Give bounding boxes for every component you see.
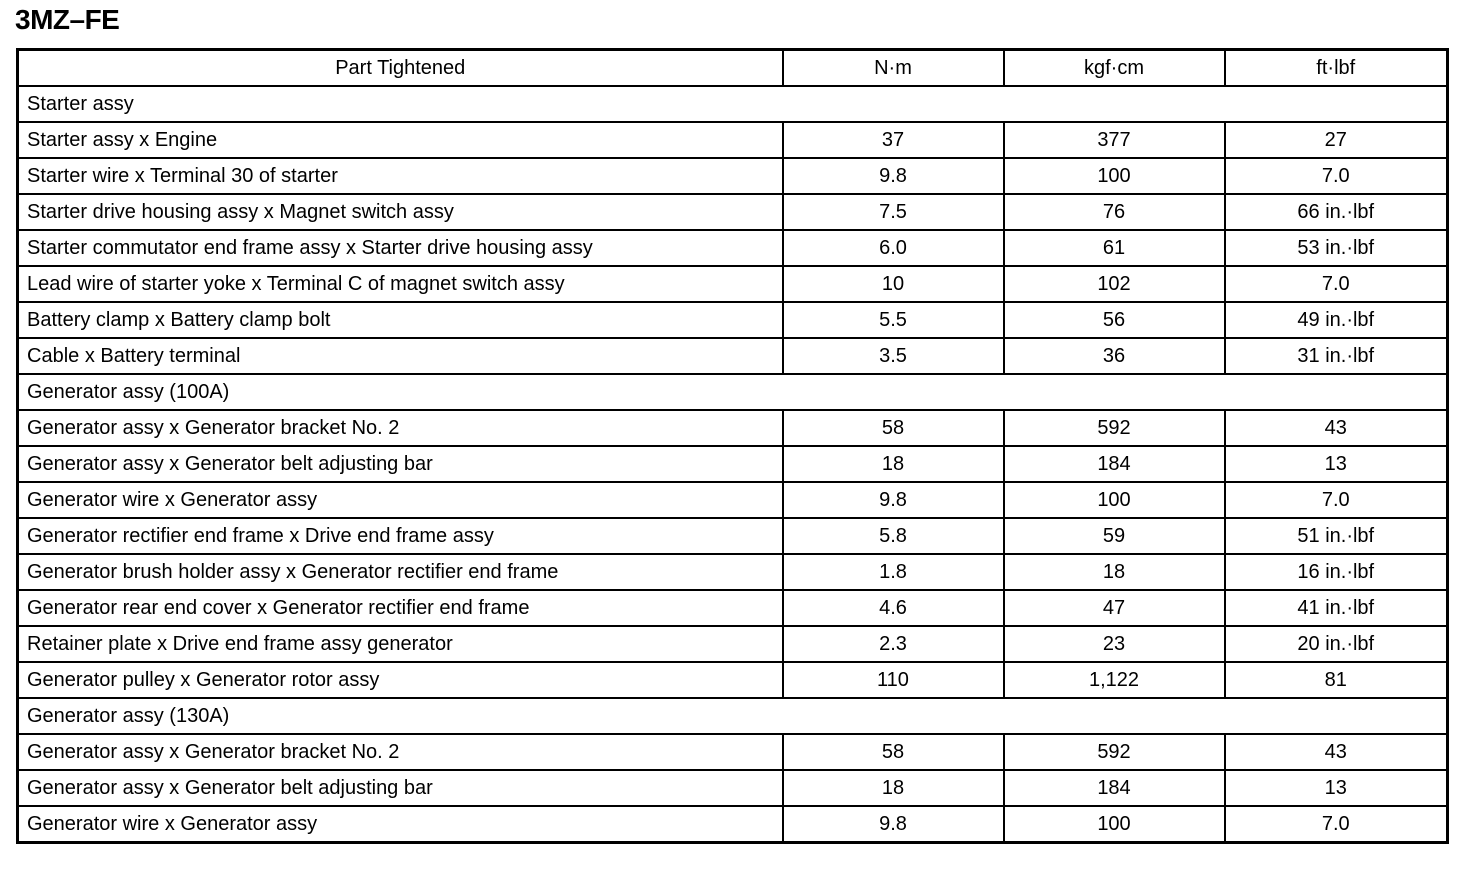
kgfcm-value-cell: 59	[1004, 518, 1225, 554]
ftlbf-value-cell: 7.0	[1225, 158, 1448, 194]
torque-spec-table	[16, 48, 1449, 844]
kgfcm-value-cell: 61	[1004, 230, 1225, 266]
nm-value-cell: 58	[783, 410, 1004, 446]
ftlbf-value-cell: 81	[1225, 662, 1448, 698]
section-heading: Generator assy (130A)	[18, 698, 1448, 734]
table-row	[18, 158, 1448, 194]
table-row	[18, 662, 1448, 698]
ftlbf-value-cell: 20 in.·lbf	[1225, 626, 1448, 662]
table-body	[18, 86, 1448, 843]
ftlbf-value-cell: 66 in.·lbf	[1225, 194, 1448, 230]
kgfcm-value-cell: 36	[1004, 338, 1225, 374]
ftlbf-value-cell: 53 in.·lbf	[1225, 230, 1448, 266]
table-row	[18, 806, 1448, 843]
table-row	[18, 734, 1448, 770]
section-heading: Starter assy	[18, 86, 1448, 122]
table-row	[18, 302, 1448, 338]
kgfcm-value-cell: 377	[1004, 122, 1225, 158]
ftlbf-value-cell: 43	[1225, 410, 1448, 446]
header-kgfcm: kgf·cm	[1004, 50, 1225, 87]
part-tightened-cell: Generator wire x Generator assy	[18, 482, 783, 518]
ftlbf-value-cell: 13	[1225, 446, 1448, 482]
table-row	[18, 410, 1448, 446]
kgfcm-value-cell: 1,122	[1004, 662, 1225, 698]
part-tightened-cell: Generator assy x Generator belt adjusting bar	[18, 446, 783, 482]
part-tightened-cell: Generator rear end cover x Generator rectifier end frame	[18, 590, 783, 626]
section-row	[18, 374, 1448, 410]
nm-value-cell: 58	[783, 734, 1004, 770]
kgfcm-value-cell: 23	[1004, 626, 1225, 662]
section-row	[18, 698, 1448, 734]
nm-value-cell: 9.8	[783, 158, 1004, 194]
nm-value-cell: 2.3	[783, 626, 1004, 662]
kgfcm-value-cell: 184	[1004, 770, 1225, 806]
kgfcm-value-cell: 100	[1004, 806, 1225, 843]
part-tightened-cell: Starter commutator end frame assy x Starter drive housing assy	[18, 230, 783, 266]
part-tightened-cell: Generator assy x Generator belt adjusting bar	[18, 770, 783, 806]
table-row	[18, 554, 1448, 590]
ftlbf-value-cell: 43	[1225, 734, 1448, 770]
kgfcm-value-cell: 18	[1004, 554, 1225, 590]
part-tightened-cell: Generator assy x Generator bracket No. 2	[18, 734, 783, 770]
ftlbf-value-cell: 7.0	[1225, 482, 1448, 518]
table-row	[18, 230, 1448, 266]
ftlbf-value-cell: 7.0	[1225, 266, 1448, 302]
nm-value-cell: 7.5	[783, 194, 1004, 230]
nm-value-cell: 1.8	[783, 554, 1004, 590]
part-tightened-cell: Generator brush holder assy x Generator rectifier end frame	[18, 554, 783, 590]
table-row	[18, 194, 1448, 230]
nm-value-cell: 3.5	[783, 338, 1004, 374]
nm-value-cell: 9.8	[783, 806, 1004, 843]
part-tightened-cell: Starter drive housing assy x Magnet switch assy	[18, 194, 783, 230]
nm-value-cell: 18	[783, 770, 1004, 806]
header-ftlbf: ft·lbf	[1225, 50, 1448, 87]
nm-value-cell: 6.0	[783, 230, 1004, 266]
nm-value-cell: 5.8	[783, 518, 1004, 554]
table-row	[18, 122, 1448, 158]
header-part-tightened: Part Tightened	[18, 50, 783, 87]
nm-value-cell: 37	[783, 122, 1004, 158]
nm-value-cell: 9.8	[783, 482, 1004, 518]
section-heading: Generator assy (100A)	[18, 374, 1448, 410]
kgfcm-value-cell: 592	[1004, 410, 1225, 446]
ftlbf-value-cell: 27	[1225, 122, 1448, 158]
ftlbf-value-cell: 49 in.·lbf	[1225, 302, 1448, 338]
part-tightened-cell: Starter wire x Terminal 30 of starter	[18, 158, 783, 194]
part-tightened-cell: Generator rectifier end frame x Drive end frame assy	[18, 518, 783, 554]
header-nm: N·m	[783, 50, 1004, 87]
nm-value-cell: 10	[783, 266, 1004, 302]
kgfcm-value-cell: 100	[1004, 158, 1225, 194]
kgfcm-value-cell: 100	[1004, 482, 1225, 518]
part-tightened-cell: Starter assy x Engine	[18, 122, 783, 158]
table-row	[18, 446, 1448, 482]
ftlbf-value-cell: 13	[1225, 770, 1448, 806]
kgfcm-value-cell: 102	[1004, 266, 1225, 302]
table-header-row	[18, 50, 1448, 87]
kgfcm-value-cell: 592	[1004, 734, 1225, 770]
kgfcm-value-cell: 184	[1004, 446, 1225, 482]
table-row	[18, 266, 1448, 302]
ftlbf-value-cell: 16 in.·lbf	[1225, 554, 1448, 590]
table-row	[18, 590, 1448, 626]
kgfcm-value-cell: 56	[1004, 302, 1225, 338]
part-tightened-cell: Generator assy x Generator bracket No. 2	[18, 410, 783, 446]
ftlbf-value-cell: 31 in.·lbf	[1225, 338, 1448, 374]
part-tightened-cell: Generator wire x Generator assy	[18, 806, 783, 843]
ftlbf-value-cell: 41 in.·lbf	[1225, 590, 1448, 626]
nm-value-cell: 5.5	[783, 302, 1004, 338]
kgfcm-value-cell: 76	[1004, 194, 1225, 230]
nm-value-cell: 4.6	[783, 590, 1004, 626]
part-tightened-cell: Cable x Battery terminal	[18, 338, 783, 374]
ftlbf-value-cell: 51 in.·lbf	[1225, 518, 1448, 554]
part-tightened-cell: Lead wire of starter yoke x Terminal C of magnet switch assy	[18, 266, 783, 302]
table-row	[18, 626, 1448, 662]
part-tightened-cell: Generator pulley x Generator rotor assy	[18, 662, 783, 698]
nm-value-cell: 18	[783, 446, 1004, 482]
kgfcm-value-cell: 47	[1004, 590, 1225, 626]
table-row	[18, 338, 1448, 374]
nm-value-cell: 110	[783, 662, 1004, 698]
ftlbf-value-cell: 7.0	[1225, 806, 1448, 843]
page-title: 3MZ–FE	[15, 4, 120, 35]
part-tightened-cell: Battery clamp x Battery clamp bolt	[18, 302, 783, 338]
part-tightened-cell: Retainer plate x Drive end frame assy generator	[18, 626, 783, 662]
table-row	[18, 482, 1448, 518]
table-row	[18, 770, 1448, 806]
table-row	[18, 518, 1448, 554]
section-row	[18, 86, 1448, 122]
